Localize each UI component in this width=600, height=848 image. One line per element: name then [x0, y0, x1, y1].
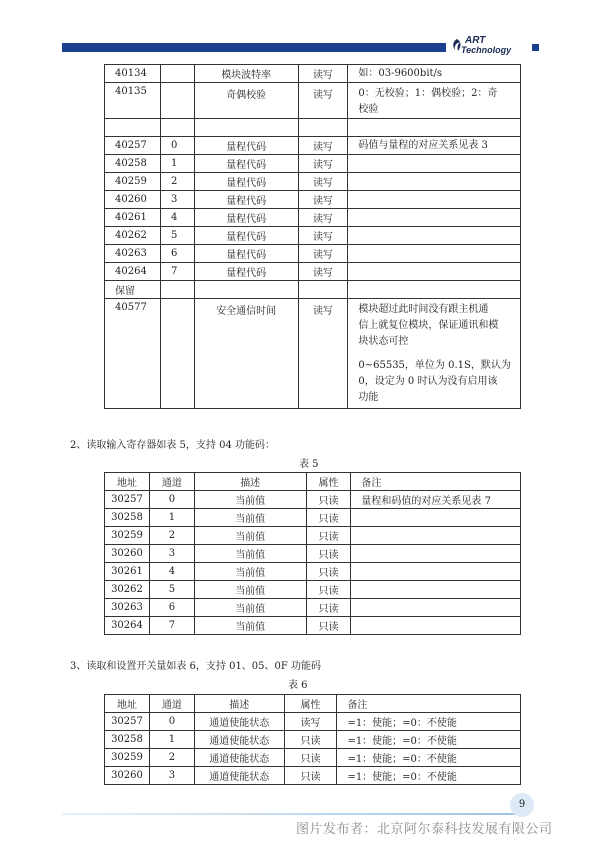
address-cell: 30257 — [105, 713, 150, 731]
description-cell: 通道使能状态 — [194, 731, 284, 749]
description-cell — [194, 281, 298, 299]
address-cell — [105, 119, 161, 137]
channel-cell: 3 — [149, 545, 194, 563]
description-cell: 当前值 — [194, 599, 306, 617]
address-cell: 30261 — [105, 563, 150, 581]
description-cell: 当前值 — [194, 581, 306, 599]
column-header: 地址 — [105, 695, 150, 713]
attribute-cell: 读写 — [298, 263, 348, 281]
address-cell: 30259 — [105, 749, 150, 767]
note-cell: 量程和码值的对应关系见表 7 — [351, 491, 521, 509]
attribute-cell: 只读 — [306, 527, 351, 545]
table-row — [105, 281, 521, 299]
address-cell: 40259 — [105, 173, 161, 191]
attribute-cell: 只读 — [284, 749, 337, 767]
address-cell: 40257 — [105, 137, 161, 155]
address-cell: 40258 — [105, 155, 161, 173]
attribute-cell: 读写 — [298, 137, 348, 155]
channel-cell — [160, 65, 194, 83]
attribute-cell: 只读 — [306, 617, 351, 635]
address-cell: 30258 — [105, 731, 150, 749]
note-line: 块状态可控 — [358, 336, 409, 347]
description-cell: 量程代码 — [194, 227, 298, 245]
channel-cell: 7 — [160, 263, 194, 281]
attribute-cell: 只读 — [284, 767, 337, 785]
note-line — [358, 350, 520, 358]
channel-cell: 3 — [149, 767, 194, 785]
note-cell — [351, 617, 521, 635]
description-cell: 奇偶校验 — [194, 83, 298, 119]
input-register-table — [104, 472, 521, 635]
column-header: 通道 — [149, 473, 194, 491]
attribute-cell: 只读 — [306, 563, 351, 581]
attribute-cell: 读写 — [298, 227, 348, 245]
attribute-cell: 只读 — [306, 581, 351, 599]
note-cell — [351, 563, 521, 581]
attribute-cell: 读写 — [284, 713, 337, 731]
attribute-cell: 只读 — [306, 509, 351, 527]
attribute-cell: 读写 — [298, 65, 348, 83]
address-cell: 30264 — [105, 617, 150, 635]
table-row — [105, 527, 521, 545]
note-cell — [348, 281, 521, 299]
note-line: 0~65535，单位为 0.1S，默认为 — [358, 360, 511, 371]
note-cell — [348, 299, 521, 409]
attribute-cell: 只读 — [306, 599, 351, 617]
attribute-cell: 读写 — [298, 191, 348, 209]
description-cell: 通道使能状态 — [194, 749, 284, 767]
column-header: 描述 — [194, 473, 306, 491]
note-cell: =1：使能；=0：不使能 — [337, 731, 521, 749]
table-row — [105, 731, 521, 749]
table-row — [105, 509, 521, 527]
description-cell: 当前值 — [194, 617, 306, 635]
attribute-cell: 读写 — [298, 173, 348, 191]
description-cell: 量程代码 — [194, 191, 298, 209]
description-cell: 当前值 — [194, 527, 306, 545]
note-line — [358, 214, 520, 222]
address-cell: 40260 — [105, 191, 161, 209]
note-line: 码值与量程的对应关系见表 3 — [358, 139, 488, 151]
note-cell — [348, 119, 521, 137]
note-line: 0：无校验；1：偶校验；2：奇 — [358, 88, 498, 99]
holding-register-table — [104, 64, 521, 409]
note-cell — [351, 509, 521, 527]
note-line: 如：03-9600bit/s — [358, 67, 443, 79]
logo-text-technology: Technology — [461, 45, 512, 55]
address-cell: 40135 — [105, 83, 161, 119]
channel-cell: 3 — [160, 191, 194, 209]
table-row — [105, 119, 521, 137]
note-line — [358, 160, 520, 168]
column-header: 通道 — [149, 695, 194, 713]
address-cell: 30257 — [105, 491, 150, 509]
section-3-text: 3、读取和设置开关量如表 6，支持 01、05、0F 功能码 — [70, 661, 322, 672]
address-cell: 30263 — [105, 599, 150, 617]
table-row — [105, 599, 521, 617]
table-row — [105, 299, 521, 409]
table-row — [105, 65, 521, 83]
note-line: 功能 — [358, 392, 379, 403]
note-cell: =1：使能；=0：不使能 — [337, 749, 521, 767]
attribute-cell — [298, 119, 348, 137]
attribute-cell: 读写 — [298, 299, 348, 409]
address-cell: 40577 — [105, 299, 161, 409]
channel-cell: 1 — [149, 731, 194, 749]
description-cell: 当前值 — [194, 509, 306, 527]
description-cell: 当前值 — [194, 491, 306, 509]
address-cell: 30262 — [105, 581, 150, 599]
description-cell: 量程代码 — [194, 155, 298, 173]
table-row — [105, 581, 521, 599]
column-header: 地址 — [105, 473, 150, 491]
table-row — [105, 767, 521, 785]
note-cell — [348, 263, 521, 281]
art-technology-logo — [451, 36, 531, 58]
note-line — [358, 178, 520, 186]
table-row — [105, 263, 521, 281]
table-header-row — [105, 695, 521, 713]
table-row — [105, 713, 521, 731]
note-cell — [348, 191, 521, 209]
note-line — [358, 286, 520, 294]
address-cell: 30258 — [105, 509, 150, 527]
channel-cell: 5 — [149, 581, 194, 599]
channel-cell: 2 — [149, 527, 194, 545]
note-line — [358, 196, 520, 204]
note-cell — [348, 227, 521, 245]
attribute-cell: 读写 — [298, 209, 348, 227]
channel-cell: 0 — [149, 713, 194, 731]
channel-cell — [160, 83, 194, 119]
note-cell: =1：使能；=0：不使能 — [337, 713, 521, 731]
header-square — [532, 44, 539, 51]
description-cell: 模块波特率 — [194, 65, 298, 83]
note-line: 模块超过此时间没有跟主机通 — [358, 304, 489, 315]
attribute-cell: 读写 — [298, 83, 348, 119]
section-2-text: 2、读取输入寄存器如表 5，支持 04 功能码： — [70, 440, 275, 451]
description-cell: 通道使能状态 — [194, 767, 284, 785]
description-cell: 量程代码 — [194, 263, 298, 281]
attribute-cell: 读写 — [298, 245, 348, 263]
description-cell: 当前值 — [194, 563, 306, 581]
table-row — [105, 191, 521, 209]
channel-cell: 7 — [149, 617, 194, 635]
page-number: 9 — [510, 793, 534, 817]
channel-cell: 4 — [160, 209, 194, 227]
description-cell: 量程代码 — [194, 245, 298, 263]
attribute-cell: 读写 — [298, 155, 348, 173]
note-cell — [348, 83, 521, 119]
note-line — [358, 250, 520, 258]
table-row — [105, 491, 521, 509]
channel-cell: 0 — [149, 491, 194, 509]
channel-cell — [160, 119, 194, 137]
address-cell: 40261 — [105, 209, 161, 227]
note-line — [358, 268, 520, 276]
description-cell: 当前值 — [194, 545, 306, 563]
channel-cell: 1 — [160, 155, 194, 173]
description-cell: 通道使能状态 — [194, 713, 284, 731]
note-cell — [348, 155, 521, 173]
channel-cell: 2 — [160, 173, 194, 191]
note-line: 0，设定为 0 时认为没有启用该 — [358, 376, 498, 387]
address-cell: 40134 — [105, 65, 161, 83]
address-cell: 30260 — [105, 545, 150, 563]
note-cell — [351, 527, 521, 545]
table-5-caption: 表 5 — [299, 459, 319, 470]
address-cell: 40264 — [105, 263, 161, 281]
coil-table — [104, 694, 521, 785]
address-cell: 40263 — [105, 245, 161, 263]
channel-cell — [160, 299, 194, 409]
description-cell: 量程代码 — [194, 137, 298, 155]
note-cell — [351, 581, 521, 599]
footer-line — [62, 813, 518, 815]
table-row — [105, 227, 521, 245]
address-cell: 保留 — [105, 281, 161, 299]
note-cell — [351, 599, 521, 617]
table-row — [105, 83, 521, 119]
header-bar — [62, 43, 446, 52]
description-cell: 量程代码 — [194, 173, 298, 191]
note-cell — [348, 245, 521, 263]
table-header-row — [105, 473, 521, 491]
table-row — [105, 749, 521, 767]
note-line: 信上就复位模块，保证通讯和模 — [358, 320, 499, 331]
table-row — [105, 173, 521, 191]
attribute-cell: 只读 — [306, 545, 351, 563]
column-header: 描述 — [194, 695, 284, 713]
logo-text-art: ART — [465, 35, 486, 46]
table-row — [105, 563, 521, 581]
note-cell — [348, 137, 521, 155]
channel-cell: 4 — [149, 563, 194, 581]
channel-cell — [160, 281, 194, 299]
column-header: 备注 — [337, 695, 521, 713]
column-header: 属性 — [306, 473, 351, 491]
note-cell: =1：使能；=0：不使能 — [337, 767, 521, 785]
note-cell — [351, 545, 521, 563]
column-header: 备注 — [351, 473, 521, 491]
table-row — [105, 155, 521, 173]
description-cell: 量程代码 — [194, 209, 298, 227]
channel-cell: 2 — [149, 749, 194, 767]
table-row — [105, 545, 521, 563]
attribute-cell — [298, 281, 348, 299]
table-row — [105, 209, 521, 227]
publisher-watermark: 图片发布者：北京阿尔泰科技发展有限公司 — [296, 822, 553, 837]
note-cell — [348, 173, 521, 191]
channel-cell: 6 — [160, 245, 194, 263]
description-cell — [194, 119, 298, 137]
channel-cell: 0 — [160, 137, 194, 155]
channel-cell: 5 — [160, 227, 194, 245]
column-header: 属性 — [284, 695, 337, 713]
channel-cell: 1 — [149, 509, 194, 527]
address-cell: 30260 — [105, 767, 150, 785]
note-line: 校验 — [358, 104, 379, 115]
note-line — [358, 124, 520, 132]
attribute-cell: 只读 — [306, 491, 351, 509]
note-cell — [348, 209, 521, 227]
table-row — [105, 137, 521, 155]
address-cell: 30259 — [105, 527, 150, 545]
note-cell — [348, 65, 521, 83]
description-cell: 安全通信时间 — [194, 299, 298, 409]
table-row — [105, 245, 521, 263]
table-row — [105, 617, 521, 635]
channel-cell: 6 — [149, 599, 194, 617]
note-line — [358, 232, 520, 240]
address-cell: 40262 — [105, 227, 161, 245]
attribute-cell: 只读 — [284, 731, 337, 749]
table-6-caption: 表 6 — [288, 680, 308, 691]
